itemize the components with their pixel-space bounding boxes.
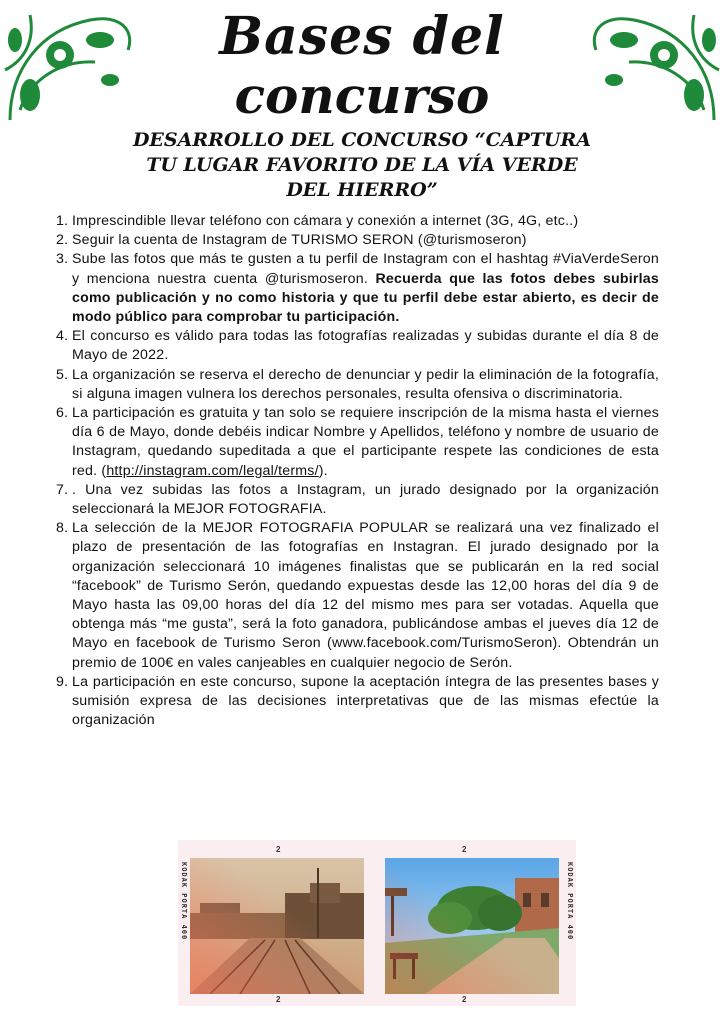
rule-text: La organización se reserva el derecho de denunciar y pedir la eliminación de la fotografía, si alguna imagen vulnera los derechos personales, resulta ofensiva o discriminatoria. <box>72 366 659 402</box>
rule-item <box>56 481 659 519</box>
instagram-terms-link[interactable]: http://instagram.com/legal/terms/ <box>106 462 319 479</box>
rule-text: La participación en este concurso, supone la aceptación íntegra de las presentes bases y sumisión expresa de las decisiones interpretativas que de las mismas efectúe la organización <box>72 673 659 729</box>
contest-subtitle <box>100 128 624 203</box>
rule-item <box>56 250 659 327</box>
rule-text: Imprescindible llevar teléfono con cámara y conexión a internet (3G, 4G, etc..) <box>72 213 579 229</box>
rule-number: 2. <box>56 232 69 249</box>
rule-number: 7. <box>56 481 69 498</box>
frame-number: 2 <box>276 845 281 854</box>
rule-text: La participación es gratuita y tan solo se requiere inscripción de la misma hasta el viernes día 6 de Mayo, donde debéis indicar Nombre y Apellidos, teléfono y nombre de usuario de Instagram, quedando supeditada a que el participante respete las condiciones de esta red. ( <box>72 405 659 479</box>
subtitle-line: DESARROLLO DEL CONCURSO “CAPTURA <box>132 129 592 151</box>
rule-item <box>56 673 659 731</box>
rule-text: La selección de la MEJOR FOTOGRAFIA POPULAR se realizará una vez finalizado el plazo de presentación de las fotografías en Instagran. El jurado designado por la organización seleccionará 10 imágenes finalistas que se publicarán en la red social “facebook” de Turismo Serón, quedando expuestas desde las 12,00 horas del día 9 de Mayo hasta las 09,00 horas del día 12 del mismo mes para ser votadas. Aquella que obtenga más “me gusta”, será la foto ganadora, publicándose ambas el jueves día 12 de Mayo en facebook de Turismo Seron (www.facebook.com/TurismoSeron). Obtendrán un premio de 100€ en vales canjeables en cualquier negocio de Serón. <box>72 520 659 671</box>
film-brand-label: KODAK PORTA 400 <box>180 862 188 941</box>
rule-number: 8. <box>56 520 69 537</box>
rule-number: 4. <box>56 328 69 345</box>
rule-number: 1. <box>56 213 69 229</box>
rules-list <box>56 212 659 730</box>
rule-body <box>72 250 659 327</box>
rule-item <box>56 366 659 404</box>
rule-number: 6. <box>56 405 69 422</box>
page-title: Bases del <box>219 6 505 67</box>
frame-number: 2 <box>276 995 281 1004</box>
page-title-line2: concurso <box>234 66 490 125</box>
film-strip <box>178 840 576 1006</box>
rule-text: . Una vez subidas las fotos a Instagram, un jurado designado por la organización seleccionará la MEJOR FOTOGRAFIA. <box>72 481 659 518</box>
rule-text: Sube las fotos que más te gusten a tu perfil de Instagram con el hashtag #ViaVerdeSeron y menciona nuestra cuenta @turismoseron. <box>72 251 659 287</box>
historic-railway-photo <box>190 858 364 994</box>
rule-number: 9. <box>56 673 69 690</box>
rule-item <box>56 231 659 250</box>
frame-number: 2 <box>462 845 467 854</box>
rule-item <box>56 519 659 673</box>
rule-text: Seguir la cuenta de Instagram de TURISMO SERON (@turismoseron) <box>72 232 527 249</box>
rule-number: 3. <box>56 251 69 268</box>
rule-bold-text: Recuerda que las fotos debes subirlas como publicación y no como historia y que tu perfil debe estar abierto, es decir de modo público para comprobar tu participación. <box>72 270 659 326</box>
via-verde-station-photo <box>385 858 559 994</box>
subtitle-line: TU LUGAR FAVORITO DE LA VÍA VERDE <box>146 154 578 176</box>
rule-item <box>56 212 659 231</box>
film-brand-label: KODAK PORTA 400 <box>566 862 574 941</box>
frame-number: 2 <box>462 995 467 1004</box>
rule-item <box>56 327 659 365</box>
rule-text-after: ). <box>318 462 328 479</box>
rule-item <box>56 404 659 481</box>
rule-text: El concurso es válido para todas las fotografías realizadas y subidas durante el día 8 de Mayo de 2022. <box>72 328 659 364</box>
subtitle-line: DEL HIERRO” <box>286 179 438 201</box>
rule-body <box>72 404 659 481</box>
rule-number: 5. <box>56 366 69 383</box>
